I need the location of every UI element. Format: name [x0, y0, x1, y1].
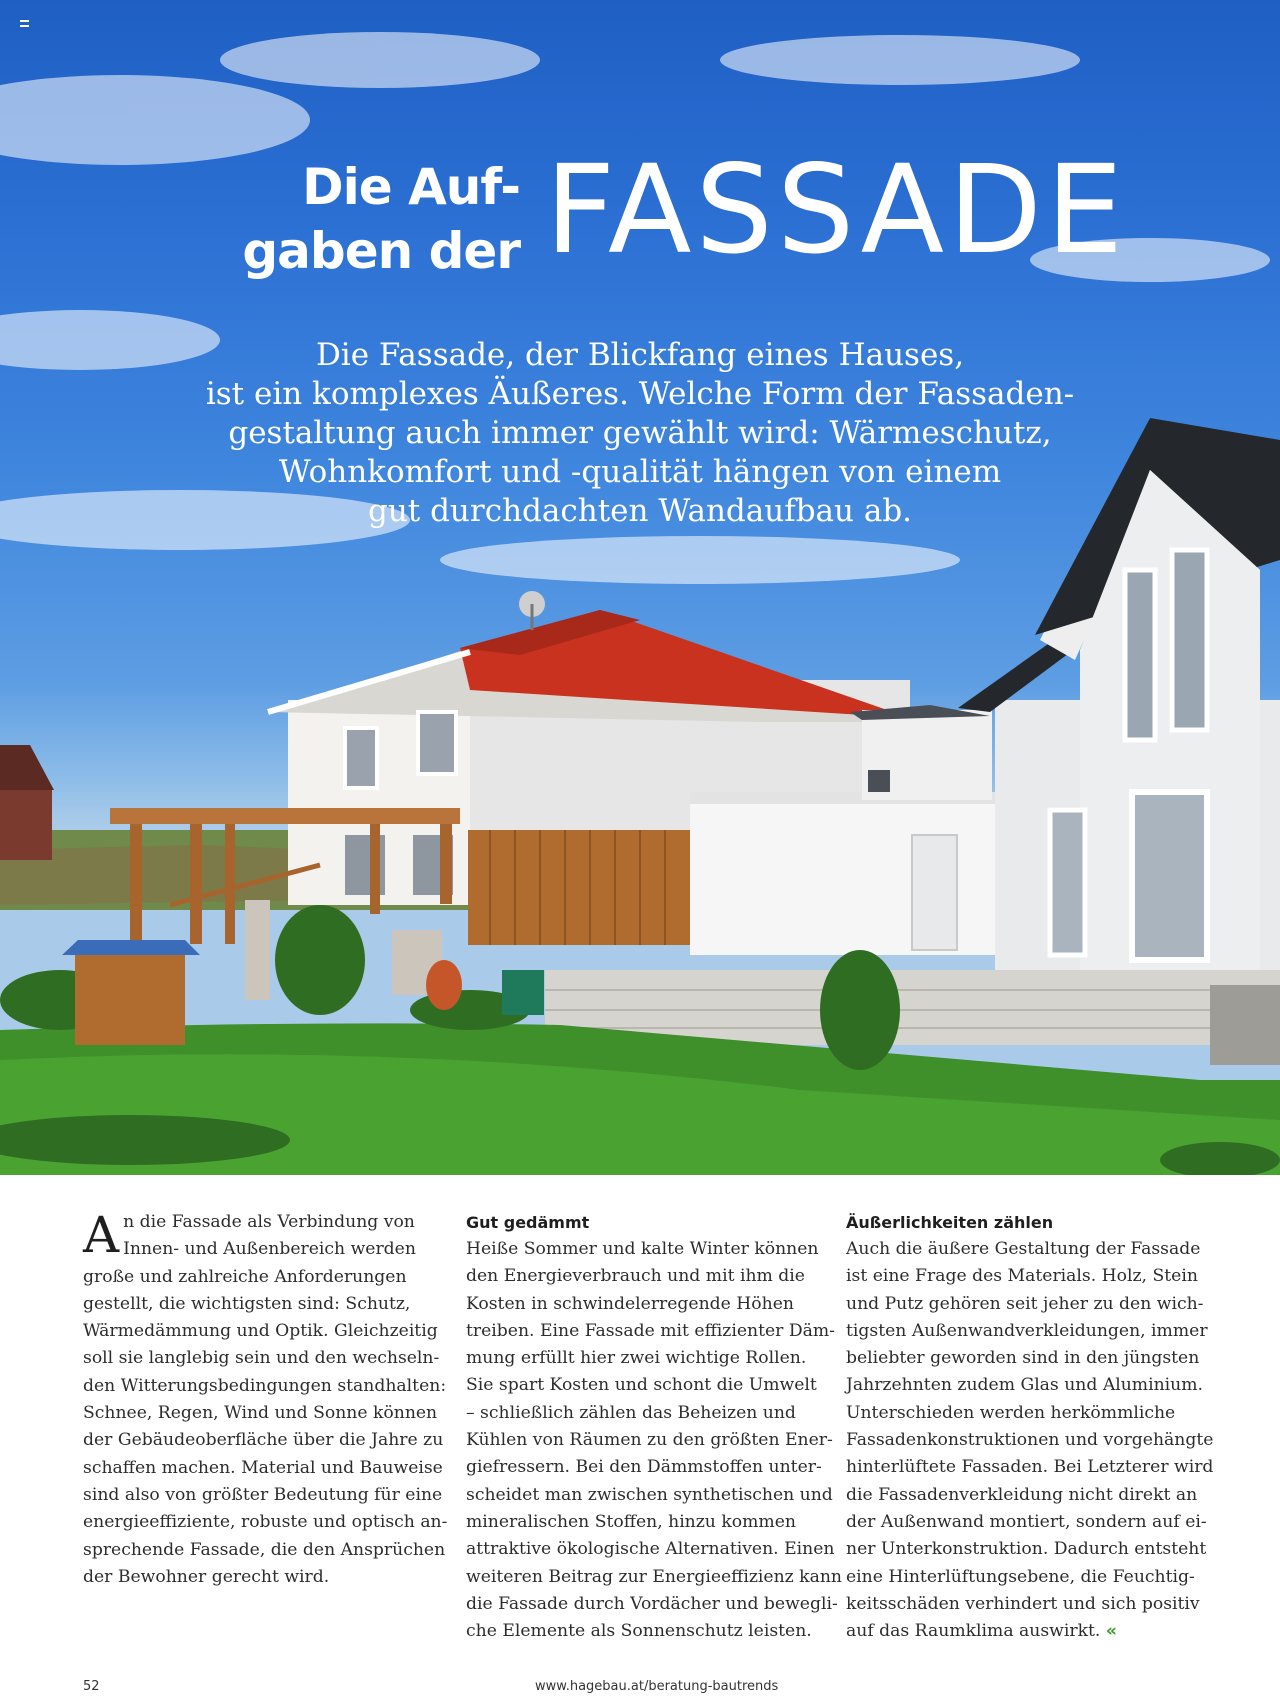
text-line: und Putz gehören seit jeher zu den wich-: [846, 1293, 1204, 1314]
page-number: 52: [83, 1679, 100, 1694]
text-line: sind also von größter Bedeutung für eine: [83, 1484, 443, 1505]
text-line: der Außenwand montiert, sondern auf ei-: [846, 1511, 1207, 1532]
text-line: die Fassade durch Vordächer und bewegli-: [466, 1593, 838, 1614]
text-line: mung erfüllt hier zwei wichtige Rollen.: [466, 1348, 807, 1369]
text-line: che Elemente als Sonnenschutz leisten.: [466, 1621, 812, 1642]
text-line: ist eine Frage des Materials. Holz, Stein: [846, 1266, 1198, 1287]
text-line: n die Fassade als Verbindung von: [123, 1212, 415, 1232]
column-2-text: [466, 1236, 842, 1645]
footer-url[interactable]: www.hagebau.at/beratung-bautrends: [535, 1679, 779, 1694]
section-heading: Gut gedämmt: [466, 1213, 590, 1232]
text-line: den Witterungsbedingungen standhalten:: [83, 1375, 447, 1396]
text-line: hinterlüftete Fassaden. Bei Letzterer wird: [846, 1457, 1214, 1478]
headline-small: [200, 155, 520, 283]
text-line: große und zahlreiche Anforderungen: [83, 1266, 407, 1287]
text-line: den Energieverbrauch und mit ihm die: [466, 1266, 805, 1287]
text-line: mineralischen Stoffen, hinzu kommen: [466, 1511, 796, 1532]
text-line: treiben. Eine Fassade mit effizienter Däm-: [466, 1320, 835, 1341]
article-column-2: [466, 1209, 842, 1645]
lead-line: Wohnkomfort und -qualität hängen von einem: [278, 454, 1002, 490]
lead-line: ist ein komplexes Äußeres. Welche Form der Fassaden-: [205, 376, 1075, 412]
column-1-text: [83, 1206, 448, 1591]
text-line: – schließlich zählen das Beheizen und: [466, 1402, 796, 1423]
text-line: gestellt, die wichtigsten sind: Schutz,: [83, 1293, 411, 1314]
text-line: Unterschieden werden herkömmliche: [846, 1402, 1176, 1423]
text-line: Jahrzehnten zudem Glas und Aluminium.: [846, 1375, 1203, 1396]
text-line: Kosten in schwindelerregende Höhen: [466, 1293, 794, 1314]
chevron-double-left-icon: «: [1105, 1621, 1117, 1642]
text-line: der Gebäudeoberfläche über die Jahre zu: [83, 1430, 444, 1451]
text-line: scheidet man zwischen synthetischen und: [466, 1484, 833, 1505]
drop-cap: A: [83, 1206, 120, 1264]
lead-line: gestaltung auch immer gewählt wird: Wärmeschutz,: [228, 415, 1052, 451]
text-line: Auch die äußere Gestaltung der Fassade: [846, 1239, 1201, 1259]
headline-line-2: gaben der: [242, 222, 520, 280]
column-3-text: [846, 1236, 1214, 1645]
headline-line-1: Die Auf-: [302, 158, 520, 216]
text-line: eine Hinterlüftungsebene, die Feuchtig-: [846, 1566, 1195, 1587]
headline-big: FASSADE: [545, 139, 1128, 281]
last-line: [846, 1618, 1206, 1645]
text-line: auf das Raumklima auswirkt.: [846, 1621, 1101, 1642]
text-line: Kühlen von Räumen zu den größten Ener-: [466, 1430, 833, 1451]
text-line: Wärmedämmung und Optik. Gleichzeitig: [83, 1321, 438, 1342]
text-line: beliebter geworden sind in den jüngsten: [846, 1348, 1200, 1369]
text-line: Fassadenkonstruktionen und vorgehängte: [846, 1430, 1214, 1451]
article-column-3: [846, 1209, 1214, 1645]
section-heading: Äußerlichkeiten zählen: [846, 1213, 1054, 1232]
text-line: Sie spart Kosten und schont die Umwelt: [466, 1375, 817, 1396]
text-line: ner Unterkonstruktion. Dadurch entsteht: [846, 1539, 1207, 1560]
text-line: attraktive ökologische Alternativen. Einen: [466, 1539, 835, 1560]
lead-line: gut durchdachten Wandaufbau ab.: [367, 493, 913, 529]
wooden-wall: [468, 830, 690, 945]
article-column-1: [83, 1206, 448, 1591]
lead-line: Die Fassade, der Blickfang eines Hauses,: [315, 337, 965, 373]
text-line: schaffen machen. Material und Bauweise: [83, 1457, 443, 1478]
text-line: der Bewohner gerecht wird.: [83, 1566, 330, 1587]
text-line: die Fassadenverkleidung nicht direkt an: [846, 1484, 1198, 1505]
text-line: sprechende Fassade, die den Ansprüchen: [83, 1539, 446, 1560]
text-line: weiteren Beitrag zur Energieeffizienz kann: [466, 1566, 842, 1587]
text-line: keitsschäden verhindert und sich positiv: [846, 1593, 1200, 1614]
text-line: soll sie langlebig sein und den wechseln-: [83, 1348, 440, 1369]
lead-paragraph: [150, 336, 1130, 531]
text-line: Heiße Sommer und kalte Winter können: [466, 1239, 819, 1259]
text-line: giefressern. Bei den Dämmstoffen unter-: [466, 1457, 822, 1478]
text-line: Schnee, Regen, Wind und Sonne können: [83, 1403, 438, 1424]
menu-icon: [20, 20, 29, 27]
text-line: energieeffiziente, robuste und optisch an-: [83, 1512, 448, 1533]
text-line: Innen- und Außenbereich werden: [123, 1239, 416, 1260]
text-line: tigsten Außenwandverkleidungen, immer: [846, 1320, 1208, 1341]
